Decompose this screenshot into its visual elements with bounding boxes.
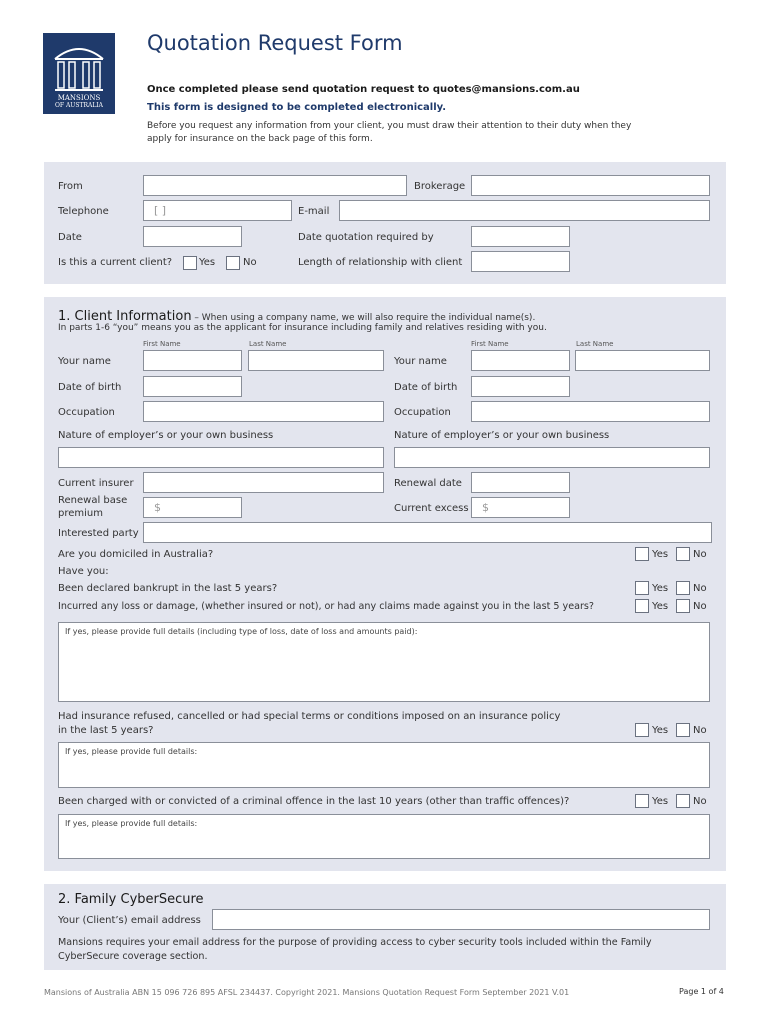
dob-label-2: Date of birth [394, 382, 458, 393]
domiciled-no-checkbox[interactable] [676, 547, 690, 561]
current-client-yes-checkbox[interactable] [183, 256, 197, 270]
cybersecure-note-2: CyberSecure coverage section. [58, 951, 208, 962]
domiciled-yes-checkbox[interactable] [635, 547, 649, 561]
email-label: E-mail [298, 206, 330, 217]
renewal-date-input[interactable] [471, 472, 570, 493]
criminal-yes-checkbox[interactable] [635, 794, 649, 808]
renewal-premium-dollar: $ [154, 501, 161, 514]
relationship-input[interactable] [471, 251, 570, 272]
loss-yes-label: Yes [652, 601, 669, 612]
refused-no-label: No [693, 725, 707, 736]
intro-text-2: apply for insurance on the back page of this form. [147, 134, 373, 144]
loss-no-label: No [693, 601, 707, 612]
client-email-input[interactable] [212, 909, 710, 930]
refused-label-1: Had insurance refused, cancelled or had special terms or conditions imposed on an insurance policy [58, 711, 561, 722]
bankrupt-yes-checkbox[interactable] [635, 581, 649, 595]
bankrupt-no-label: No [693, 583, 707, 594]
criminal-no-label: No [693, 796, 707, 807]
refused-yes-label: Yes [652, 725, 669, 736]
first-name-input-2[interactable] [471, 350, 570, 371]
from-input[interactable] [143, 175, 407, 196]
dob-input-2[interactable] [471, 376, 570, 397]
renewal-base-label-1: Renewal base [58, 495, 128, 506]
telephone-label: Telephone [58, 206, 109, 217]
first-name-input-1[interactable] [143, 350, 242, 371]
refused-label-2: in the last 5 years? [58, 725, 154, 736]
page-title: Quotation Request Form [147, 31, 403, 55]
renewal-date-label: Renewal date [394, 478, 462, 489]
current-insurer-label: Current insurer [58, 478, 134, 489]
current-client-label: Is this a current client? [58, 257, 173, 268]
electronic-note: This form is designed to be completed electronically. [147, 102, 447, 113]
relationship-label: Length of relationship with client [298, 257, 463, 268]
current-excess-input[interactable] [471, 497, 570, 518]
last-name-input-1[interactable] [248, 350, 384, 371]
client-info-heading [58, 305, 535, 324]
domiciled-no-label: No [693, 549, 707, 560]
loss-no-checkbox[interactable] [676, 599, 690, 613]
refused-yes-checkbox[interactable] [635, 723, 649, 737]
logo-text-line1: MANSIONS [57, 94, 101, 102]
from-label: From [58, 181, 83, 192]
parts-note: In parts 1-6 “you” means you as the applicant for insurance including family and relatives residing with you. [58, 323, 547, 333]
occupation-label-1: Occupation [58, 407, 115, 418]
interested-party-label: Interested party [58, 528, 139, 539]
client-info-note: – When using a company name, we will also require the individual name(s). [191, 313, 536, 323]
date-required-label: Date quotation required by [298, 232, 434, 243]
company-logo [43, 33, 115, 114]
bankrupt-yes-label: Yes [652, 583, 669, 594]
first-name-caption-1: First Name [143, 340, 181, 348]
dob-label-1: Date of birth [58, 382, 122, 393]
current-excess-dollar: $ [482, 501, 489, 514]
refused-details-textarea[interactable] [58, 742, 710, 788]
occupation-input-1[interactable] [143, 401, 384, 422]
last-name-input-2[interactable] [575, 350, 710, 371]
bankrupt-label: Been declared bankrupt in the last 5 years? [58, 583, 278, 594]
current-client-no-checkbox[interactable] [226, 256, 240, 270]
criminal-details-textarea[interactable] [58, 814, 710, 859]
client-info-title: 1. Client Information [58, 309, 192, 324]
mansions-building-icon [43, 37, 115, 97]
current-client-yes-label: Yes [199, 257, 216, 268]
criminal-details-hint: If yes, please provide full details: [65, 819, 198, 828]
telephone-input[interactable] [143, 200, 292, 221]
footer-copyright: Mansions of Australia ABN 15 096 726 895 AFSL 234437. Copyright 2021. Mansions Quotation Request Form September 2021 V.01 [44, 988, 570, 997]
domiciled-yes-label: Yes [652, 549, 669, 560]
logo-text-line2: OF AUSTRALIA [54, 102, 104, 109]
loss-details-textarea[interactable] [58, 622, 710, 702]
refused-no-checkbox[interactable] [676, 723, 690, 737]
your-name-label-1: Your name [58, 356, 111, 367]
loss-details-hint: If yes, please provide full details (including type of loss, date of loss and amounts paid): [65, 627, 418, 636]
domiciled-label: Are you domiciled in Australia? [58, 549, 214, 560]
current-client-no-label: No [243, 257, 257, 268]
nature-label-1: Nature of employer’s or your own business [58, 430, 274, 441]
brokerage-label: Brokerage [414, 181, 466, 192]
dob-input-1[interactable] [143, 376, 242, 397]
have-you-label: Have you: [58, 566, 109, 577]
email-input[interactable] [339, 200, 710, 221]
nature-input-2[interactable] [394, 447, 710, 468]
occupation-input-2[interactable] [471, 401, 710, 422]
cybersecure-note-1: Mansions requires your email address for the purpose of providing access to cyber security tools included within the Family [58, 937, 652, 948]
nature-input-1[interactable] [58, 447, 384, 468]
last-name-caption-2: Last Name [576, 340, 614, 348]
current-insurer-input[interactable] [143, 472, 384, 493]
occupation-label-2: Occupation [394, 407, 451, 418]
your-name-label-2: Your name [394, 356, 447, 367]
date-required-input[interactable] [471, 226, 570, 247]
last-name-caption-1: Last Name [249, 340, 287, 348]
client-email-label: Your (Client’s) email address [58, 915, 201, 926]
refused-details-hint: If yes, please provide full details: [65, 747, 198, 756]
renewal-premium-input[interactable] [143, 497, 242, 518]
criminal-yes-label: Yes [652, 796, 669, 807]
first-name-caption-2: First Name [471, 340, 509, 348]
brokerage-input[interactable] [471, 175, 710, 196]
criminal-label: Been charged with or convicted of a criminal offence in the last 10 years (other than traffic offences)? [58, 796, 570, 807]
bankrupt-no-checkbox[interactable] [676, 581, 690, 595]
page-number: Page 1 of 4 [679, 987, 724, 996]
loss-yes-checkbox[interactable] [635, 599, 649, 613]
send-instruction: Once completed please send quotation request to quotes@mansions.com.au [147, 84, 580, 95]
cybersecure-heading: 2. Family CyberSecure [58, 892, 204, 907]
telephone-placeholder: [ ] [154, 204, 167, 217]
intro-text-1: Before you request any information from your client, you must draw their attention to their duty when they [147, 121, 632, 131]
loss-label: Incurred any loss or damage, (whether insured or not), or had any claims made against you in the last 5 years? [58, 601, 595, 612]
criminal-no-checkbox[interactable] [676, 794, 690, 808]
current-excess-label: Current excess [394, 503, 469, 514]
date-input[interactable] [143, 226, 242, 247]
date-label: Date [58, 232, 82, 243]
renewal-base-label-2: premium [58, 508, 103, 519]
interested-party-input[interactable] [143, 522, 712, 543]
nature-label-2: Nature of employer’s or your own business [394, 430, 610, 441]
